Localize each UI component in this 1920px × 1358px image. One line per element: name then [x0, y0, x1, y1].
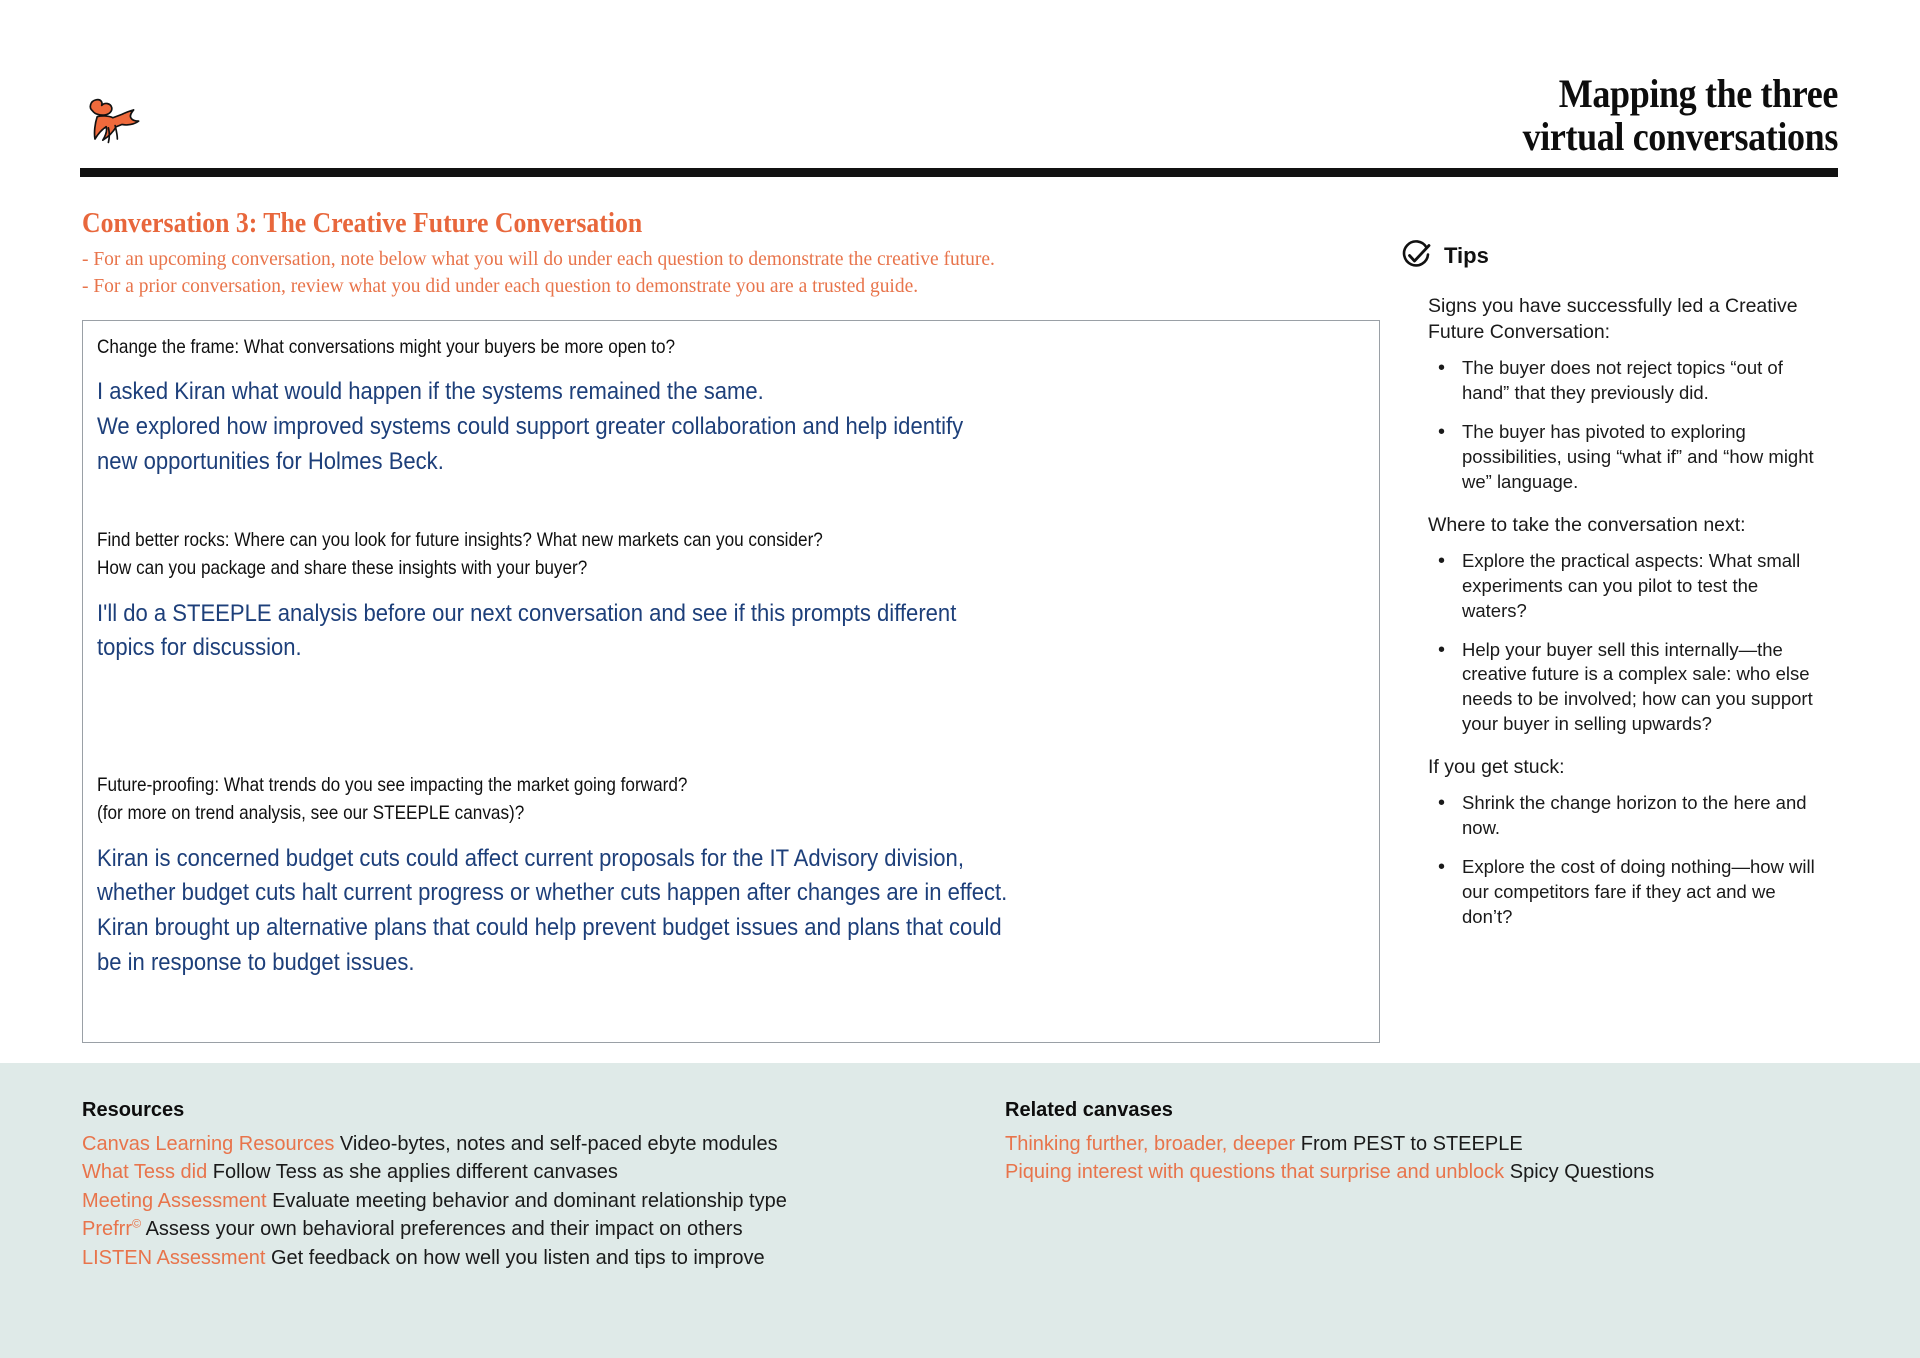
related-heading: Related canvases — [1005, 1099, 1173, 1121]
related-link[interactable]: Piquing interest with questions that surprise and unblock — [1005, 1161, 1505, 1184]
answer-field-3[interactable] — [97, 842, 1242, 981]
section-subtitle-line1: - For an upcoming conversation, note below what you will do under each question to demonstrate the creative future. — [82, 248, 995, 270]
section-subtitle-line2: - For a prior conversation, review what you did under each question to demonstrate you are a trusted guide. — [82, 275, 919, 298]
page-title-line1: Mapping the three — [1558, 71, 1838, 116]
list-item: • Shrink the change horizon to the here and now. — [1462, 791, 1820, 841]
resource-desc: Assess your own behavioral preferences and their impact on others — [141, 1218, 743, 1241]
answer-field-2[interactable] — [97, 597, 1242, 667]
page-header — [0, 0, 1920, 188]
section-header — [82, 208, 1102, 300]
tips-stuck-heading: If you get stuck: — [1428, 756, 1565, 779]
tips-next-heading: Where to take the conversation next: — [1428, 513, 1746, 536]
fox-logo-icon — [80, 92, 148, 148]
list-item[interactable] — [82, 1158, 982, 1186]
list-item[interactable] — [1005, 1158, 1885, 1186]
resources-column — [82, 1099, 982, 1272]
answer-line: whether budget cuts halt current progress or whether cuts happen after changes are in effect. — [97, 879, 1008, 907]
tips-stuck-list — [1400, 791, 1820, 930]
qa-block-2 — [97, 526, 1369, 666]
answer-line: I'll do a STEEPLE analysis before our next conversation and see if this prompts different — [97, 599, 957, 627]
question-line: Future-proofing: What trends do you see impacting the market going forward? — [97, 774, 688, 796]
resources-heading: Resources — [82, 1099, 185, 1121]
question-label-2 — [97, 526, 1216, 583]
resource-desc: Follow Tess as she applies different canvases — [207, 1161, 618, 1184]
tips-next-list — [1400, 549, 1820, 738]
answer-field-1[interactable] — [97, 375, 1242, 479]
question-line: (for more on trend analysis, see our STEEPLE canvas)? — [97, 802, 525, 825]
resource-link[interactable]: Canvas Learning Resources — [82, 1133, 335, 1155]
tips-panel — [1400, 240, 1820, 948]
question-label-3 — [97, 771, 1216, 828]
tips-title: Tips — [1444, 243, 1489, 268]
answer-line: Kiran is concerned budget cuts could affect current proposals for the IT Advisory division, — [97, 844, 964, 872]
list-item[interactable] — [82, 1187, 982, 1215]
answer-line: new opportunities for Holmes Beck. — [97, 447, 444, 475]
resource-link[interactable]: Prefrr — [82, 1218, 132, 1241]
related-desc: From PEST to STEEPLE — [1295, 1133, 1523, 1155]
resource-desc: Video-bytes, notes and self-paced ebyte modules — [334, 1133, 778, 1155]
resource-desc: Get feedback on how well you listen and tips to improve — [265, 1246, 765, 1269]
check-circle-icon — [1400, 240, 1432, 272]
header-divider — [80, 168, 1838, 177]
answer-line: topics for discussion. — [97, 634, 302, 662]
copyright-mark: © — [132, 1216, 142, 1231]
page-title — [1208, 72, 1838, 158]
list-item: • Help your buyer sell this internally—the creative future is a complex sale: who else needs to be involved; how can you support your buyer in selling upwards? — [1462, 638, 1820, 738]
qa-block-1 — [97, 333, 1369, 480]
resource-link[interactable]: Meeting Assessment — [82, 1189, 267, 1212]
list-item: • Explore the practical aspects: What small experiments can you pilot to test the waters? — [1462, 549, 1820, 624]
qa-block-3 — [97, 771, 1369, 981]
list-item: • Explore the cost of doing nothing—how will our competitors fare if they act and we don’t? — [1462, 855, 1820, 930]
list-item[interactable] — [1005, 1130, 1885, 1158]
resource-link[interactable]: What Tess did — [82, 1161, 208, 1184]
question-label-1 — [97, 333, 1216, 361]
section-title: Conversation 3: The Creative Future Conversation — [82, 208, 643, 239]
list-item: • The buyer has pivoted to exploring possibilities, using “what if” and “how might we” language. — [1462, 420, 1820, 495]
page-title-line2: virtual conversations — [1522, 114, 1838, 160]
resource-link[interactable]: LISTEN Assessment — [82, 1246, 266, 1269]
tips-lead: Signs you have successfully led a Creative Future Conversation: — [1428, 295, 1798, 343]
answer-line: I asked Kiran what would happen if the systems remained the same. — [97, 378, 764, 406]
answer-line: We explored how improved systems could support greater collaboration and help identify — [97, 413, 964, 441]
tips-header — [1400, 240, 1820, 272]
footer-bar — [0, 1063, 1920, 1358]
answer-line: be in response to budget issues. — [97, 948, 415, 976]
question-line: How can you package and share these insights with your buyer? — [97, 557, 588, 580]
list-item[interactable] — [82, 1130, 982, 1158]
list-item: • The buyer does not reject topics “out of hand” that they previously did. — [1462, 356, 1820, 406]
related-desc: Spicy Questions — [1504, 1161, 1655, 1184]
answers-container — [82, 320, 1380, 1043]
tips-signs-list — [1400, 356, 1820, 495]
resource-desc: Evaluate meeting behavior and dominant relationship type — [266, 1189, 787, 1212]
list-item[interactable] — [82, 1215, 982, 1243]
question-line: Change the frame: What conversations might your buyers be more open to? — [97, 336, 676, 358]
list-item[interactable] — [82, 1244, 982, 1272]
related-link[interactable]: Thinking further, broader, deeper — [1005, 1133, 1296, 1155]
question-line: Find better rocks: Where can you look for future insights? What new markets can you consider? — [97, 529, 823, 551]
answer-line: Kiran brought up alternative plans that could help prevent budget issues and plans that could — [97, 914, 1002, 942]
related-canvases-column — [1005, 1099, 1885, 1187]
